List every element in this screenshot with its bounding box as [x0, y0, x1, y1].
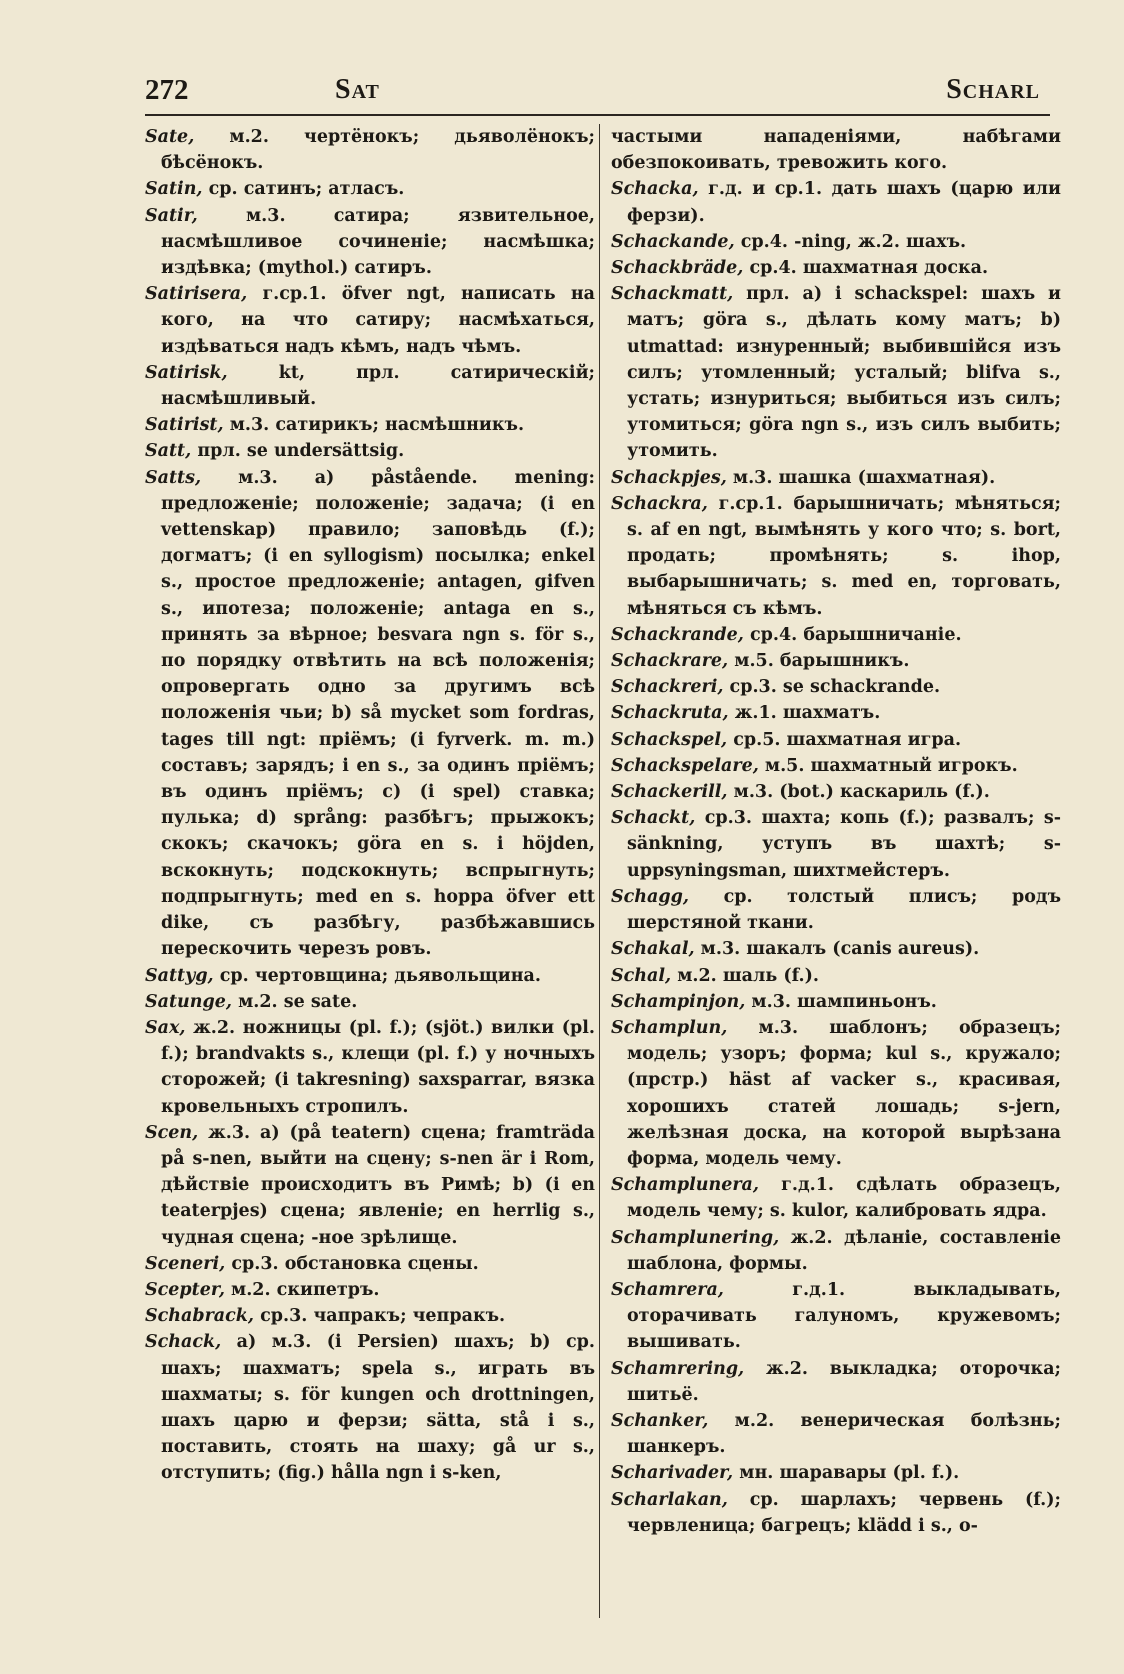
- dictionary-entry: [611, 805, 1061, 884]
- entry-definition: м.5. шахматный игрокъ.: [764, 755, 1018, 776]
- dictionary-entry: [611, 989, 1061, 1015]
- dictionary-entry: [611, 727, 1061, 753]
- entry-definition: м.3. шашка (шахматная).: [732, 467, 996, 488]
- entry-definition: м.3. шакалъ (canis aureus).: [700, 939, 980, 960]
- entry-definition: ср.3. обстановка сцены.: [231, 1253, 479, 1274]
- dictionary-entry: [611, 491, 1061, 622]
- page-number: 272: [145, 74, 189, 106]
- entry-headword: Schackt,: [611, 808, 696, 829]
- dictionary-entry: [611, 648, 1061, 674]
- dictionary-entry: [611, 1356, 1061, 1408]
- dictionary-entry: [611, 1408, 1061, 1460]
- dictionary-entry: [611, 124, 1061, 176]
- entry-headword: Schamrera,: [611, 1279, 724, 1300]
- entry-definition: г.д.1. сдѣлать образецъ, модель чему; s. kulor, калибровать ядра.: [627, 1175, 1061, 1222]
- dictionary-entry: [611, 622, 1061, 648]
- entry-headword: Schackspel,: [611, 729, 728, 750]
- entry-definition: ср.5. шахматная игра.: [733, 729, 962, 750]
- dictionary-entry: [611, 255, 1061, 281]
- entry-definition: мн. шаравары (pl. f.).: [739, 1463, 960, 1484]
- entry-headword: Schamplunering,: [611, 1227, 780, 1248]
- right-guide-word: Scharl: [946, 74, 1040, 105]
- dictionary-entry: [611, 281, 1061, 464]
- entry-headword: Schackrare,: [611, 651, 729, 672]
- entry-headword: Schackrande,: [611, 624, 744, 645]
- dictionary-entry: [145, 1015, 595, 1120]
- entry-definition: ср. чертовщина; дьявольщина.: [219, 965, 541, 986]
- entry-headword: Schackra,: [611, 493, 708, 514]
- dictionary-entry: [611, 1225, 1061, 1277]
- dictionary-entry: [611, 1277, 1061, 1356]
- entry-headword: Schamrering,: [611, 1358, 745, 1379]
- entry-definition: прл. se undersättsig.: [197, 441, 405, 462]
- entry-definition: г.д.1. выкладывать, оторачивать галуномъ, кружевомъ; вышивать.: [627, 1279, 1061, 1353]
- entry-headword: Sate,: [145, 127, 195, 147]
- dictionary-entry: [611, 1172, 1061, 1224]
- entry-definition: м.2. чертёнокъ; дьяволёнокъ; бѣсёнокъ.: [161, 127, 596, 174]
- left-guide-word: Sat: [335, 74, 380, 105]
- dictionary-entry: [145, 438, 595, 464]
- entry-headword: Schakal,: [611, 939, 695, 960]
- entry-headword: Schamplun,: [611, 1017, 728, 1038]
- dictionary-entry: [145, 1251, 595, 1277]
- entry-definition: м.3. a) påstående. mening: предложеніе; положеніе; задача; (i en vettenskap) правило; заповѣдь (f.); догматъ; (i en syllogism) посылка; enkel s., простое предложеніе; antagen, gifven s., ипотеза; положеніе; antaga en s., принять за вѣрное; besvara ngn s. för s., по порядку отвѣтить на всѣ положенія; опровергать одно за другимъ всѣ положенія чьи; b) så mycket som fordras, tages till ngt: пріёмъ; (i fyrverk. m. m.) составъ; зарядъ; i en s., за одинъ пріёмъ; въ одинъ пріёмъ; c) (i spel) ставка; пулька; d) språng: разбѣгъ; прыжокъ; скокъ; скачокъ; göra en s. i höjden, вскокнуть; подскокнуть; вспрыгнуть; подпрыгнуть; med en s. hoppa öfver ett dike, съ разбѣгу, разбѣжавшись перескочить черезъ ровъ.: [161, 467, 595, 960]
- entry-headword: Sax,: [145, 1017, 186, 1038]
- entry-headword: Schackbräde,: [611, 258, 744, 279]
- entry-definition: ж.2. выкладка; оторочка; шитьё.: [627, 1358, 1061, 1405]
- entry-headword: Scenerі,: [145, 1253, 226, 1274]
- entry-definition: ж.3. a) (på teatern) сцена; framträda på s-nen, выйти на сцену; s-nen är i Rom, дѣйствіе происходитъ въ Римѣ; b) (i en teaterpjes) сцена; явленіе; en herrlig s., чудная сцена; -ное зрѣлище.: [161, 1122, 596, 1248]
- entry-headword: Scen,: [145, 1122, 199, 1143]
- entry-headword: Schackspelare,: [611, 755, 759, 776]
- left-column: [145, 124, 595, 1487]
- entry-definition: м.2. венерическая болѣзнь; шанкеръ.: [627, 1410, 1061, 1458]
- dictionary-entry: [611, 1460, 1061, 1486]
- entry-definition: м.2. шаль (f.).: [677, 965, 819, 986]
- entry-definition: ср.3. чапракъ; чепракъ.: [260, 1306, 506, 1327]
- entry-headword: Scharlakan,: [611, 1489, 728, 1510]
- entry-definition: ср.4. барышничаніе.: [749, 624, 962, 645]
- dictionary-entry: [611, 753, 1061, 779]
- entry-definition: ж.2. дѣланіе, составленіе шаблона, формы.: [627, 1227, 1061, 1274]
- entry-definition: м.3. шампиньонъ.: [751, 991, 937, 1012]
- dictionary-entry: [611, 779, 1061, 805]
- entry-headword: Satirist,: [145, 415, 224, 436]
- entry-definition: частыми нападеніями, набѣгами обезпокоивать, тревожить кого.: [611, 127, 1061, 174]
- entry-definition: м.3. сатира; язвительное, насмѣшливое сочиненіе; насмѣшка; издѣвка; (mythol.) сатиръ.: [161, 205, 595, 279]
- right-column: [611, 124, 1061, 1539]
- entry-headword: Schanker,: [611, 1410, 709, 1431]
- dictionary-entry: [145, 281, 595, 360]
- entry-headword: Schackande,: [611, 231, 735, 252]
- entry-definition: г.д. и ср.1. дать шахъ (царю или ферзи).: [627, 179, 1062, 226]
- dictionary-entry: [145, 1120, 595, 1251]
- entry-headword: Schampinjon,: [611, 991, 746, 1012]
- entry-definition: г.ср.1. öfver ngt, написать на кого, на что сатиру; насмѣхаться, издѣваться надъ кѣмъ, надъ чѣмъ.: [161, 284, 595, 357]
- dictionary-entry: [611, 674, 1061, 700]
- dictionary-entry: [611, 963, 1061, 989]
- entry-definition: ср.3. se schackrande.: [729, 677, 941, 698]
- entry-headword: Schabrack,: [145, 1306, 255, 1327]
- entry-headword: Schamplunera,: [611, 1175, 759, 1196]
- dictionary-entry: [145, 963, 595, 989]
- dictionary-entry: [145, 203, 595, 282]
- dictionary-entry: [145, 1277, 595, 1303]
- dictionary-entry: [145, 1303, 595, 1329]
- entry-headword: Satin,: [145, 179, 203, 200]
- dictionary-entry: [145, 176, 595, 202]
- column-divider: [599, 124, 600, 1618]
- entry-headword: Schacka,: [611, 179, 699, 200]
- page-header: [145, 74, 1050, 114]
- dictionary-entry: [611, 229, 1061, 255]
- entry-headword: Satt,: [145, 441, 192, 462]
- entry-definition: м.3. (bot.) каскариль (f.).: [733, 782, 990, 803]
- entry-definition: ср.3. шахта; копь (f.); развалъ; s-sänkning, уступъ въ шахтѣ; s-uppsyningsman, шихтмейстеръ.: [627, 808, 1061, 881]
- entry-definition: м.2. скипетръ.: [231, 1279, 380, 1300]
- entry-definition: прл. a) i schackspel: шахъ и матъ; göra s., дѣлать кому матъ; b) utmattad: изнуренный; выбившійся изъ силъ; утомленный; усталый; blifva s., устать; изнуриться; выбиться изъ силъ; утомиться; göra ngn s., изъ силъ выбить; утомить.: [627, 284, 1061, 462]
- entry-definition: ж.2. ножницы (pl. f.); (sjöt.) вилки (pl. f.); brandvakts s., клещи (pl. f.) у ночныхъ сторожей; (i takresning) saxsparrar, вязка кровельныхъ стропилъ.: [161, 1017, 595, 1117]
- entry-headword: Schack,: [145, 1332, 222, 1353]
- dictionary-entry: [145, 124, 595, 176]
- entry-definition: м.5. барышникъ.: [734, 651, 910, 672]
- entry-headword: Satirisk,: [145, 362, 228, 383]
- entry-headword: Scepter,: [145, 1279, 225, 1300]
- dictionary-entry: [145, 989, 595, 1015]
- entry-headword: Schagg,: [611, 886, 689, 907]
- entry-headword: Satunge,: [145, 991, 232, 1012]
- entry-definition: ср.4. шахматная доска.: [749, 258, 989, 279]
- dictionary-entry: [611, 936, 1061, 962]
- dictionary-entry: [611, 884, 1061, 936]
- dictionary-entry: [145, 465, 595, 963]
- entry-headword: Schackreri,: [611, 677, 724, 698]
- entry-headword: Satts,: [145, 467, 202, 488]
- dictionary-entry: [611, 700, 1061, 726]
- entry-definition: ср.4. -ning, ж.2. шахъ.: [740, 231, 967, 252]
- entry-headword: Schackruta,: [611, 703, 729, 724]
- dictionary-entry: [145, 360, 595, 412]
- entry-definition: ср. сатинъ; атласъ.: [208, 179, 405, 200]
- entry-headword: Schackpjes,: [611, 467, 727, 488]
- dictionary-entry: [145, 412, 595, 438]
- entry-headword: Schackerill,: [611, 782, 728, 803]
- header-rule: [145, 114, 1050, 116]
- entry-headword: Schackmatt,: [611, 284, 734, 305]
- entry-definition: ж.1. шахматъ.: [734, 703, 881, 724]
- dictionary-entry: [611, 465, 1061, 491]
- entry-definition: a) м.3. (i Persien) шахъ; b) ср. шахъ; шахматъ; spela s., играть въ шахматы; s. för kungen och drottningen, шахъ царю и ферзи; sätta, stå i s., поставить, стоять на шаху; gå ur s., отступить; (fig.) hålla ngn i s-ken,: [161, 1332, 596, 1484]
- dictionary-entry: [145, 1329, 595, 1486]
- entry-headword: Sattyg,: [145, 965, 214, 986]
- entry-definition: м.3. шаблонъ; образецъ; модель; узоръ; форма; kul s., кружало; (прстр.) häst af vacker s., красивая, хорошихъ статей лошадь; s-jern, желѣзная доска, на которой вырѣзана форма, модель чему.: [627, 1017, 1062, 1169]
- entry-definition: ср. шарлахъ; червень (f.); червленица; багрецъ; klädd i s., о-: [627, 1489, 1061, 1536]
- entry-definition: м.2. se sate.: [238, 991, 358, 1012]
- entry-definition: ср. толстый плисъ; родъ шерстяной ткани.: [627, 886, 1061, 934]
- dictionary-entry: [611, 176, 1061, 228]
- entry-headword: Scharivader,: [611, 1463, 734, 1484]
- entry-definition: г.ср.1. барышничать; мѣняться; s. af en ngt, вымѣнять у кого что; s. bort, продать; промѣнять; s. ihop, выбарышничать; s. med en, торговать, мѣняться съ кѣмъ.: [627, 493, 1062, 619]
- dictionary-entry: [611, 1015, 1061, 1172]
- entry-headword: Satir,: [145, 205, 198, 226]
- entry-definition: м.3. сатирикъ; насмѣшникъ.: [229, 415, 525, 436]
- entry-headword: Satirisera,: [145, 284, 248, 305]
- entry-headword: Schal,: [611, 965, 672, 986]
- entry-definition: kt, прл. сатирическій; насмѣшливый.: [161, 362, 596, 410]
- dictionary-entry: [611, 1487, 1061, 1539]
